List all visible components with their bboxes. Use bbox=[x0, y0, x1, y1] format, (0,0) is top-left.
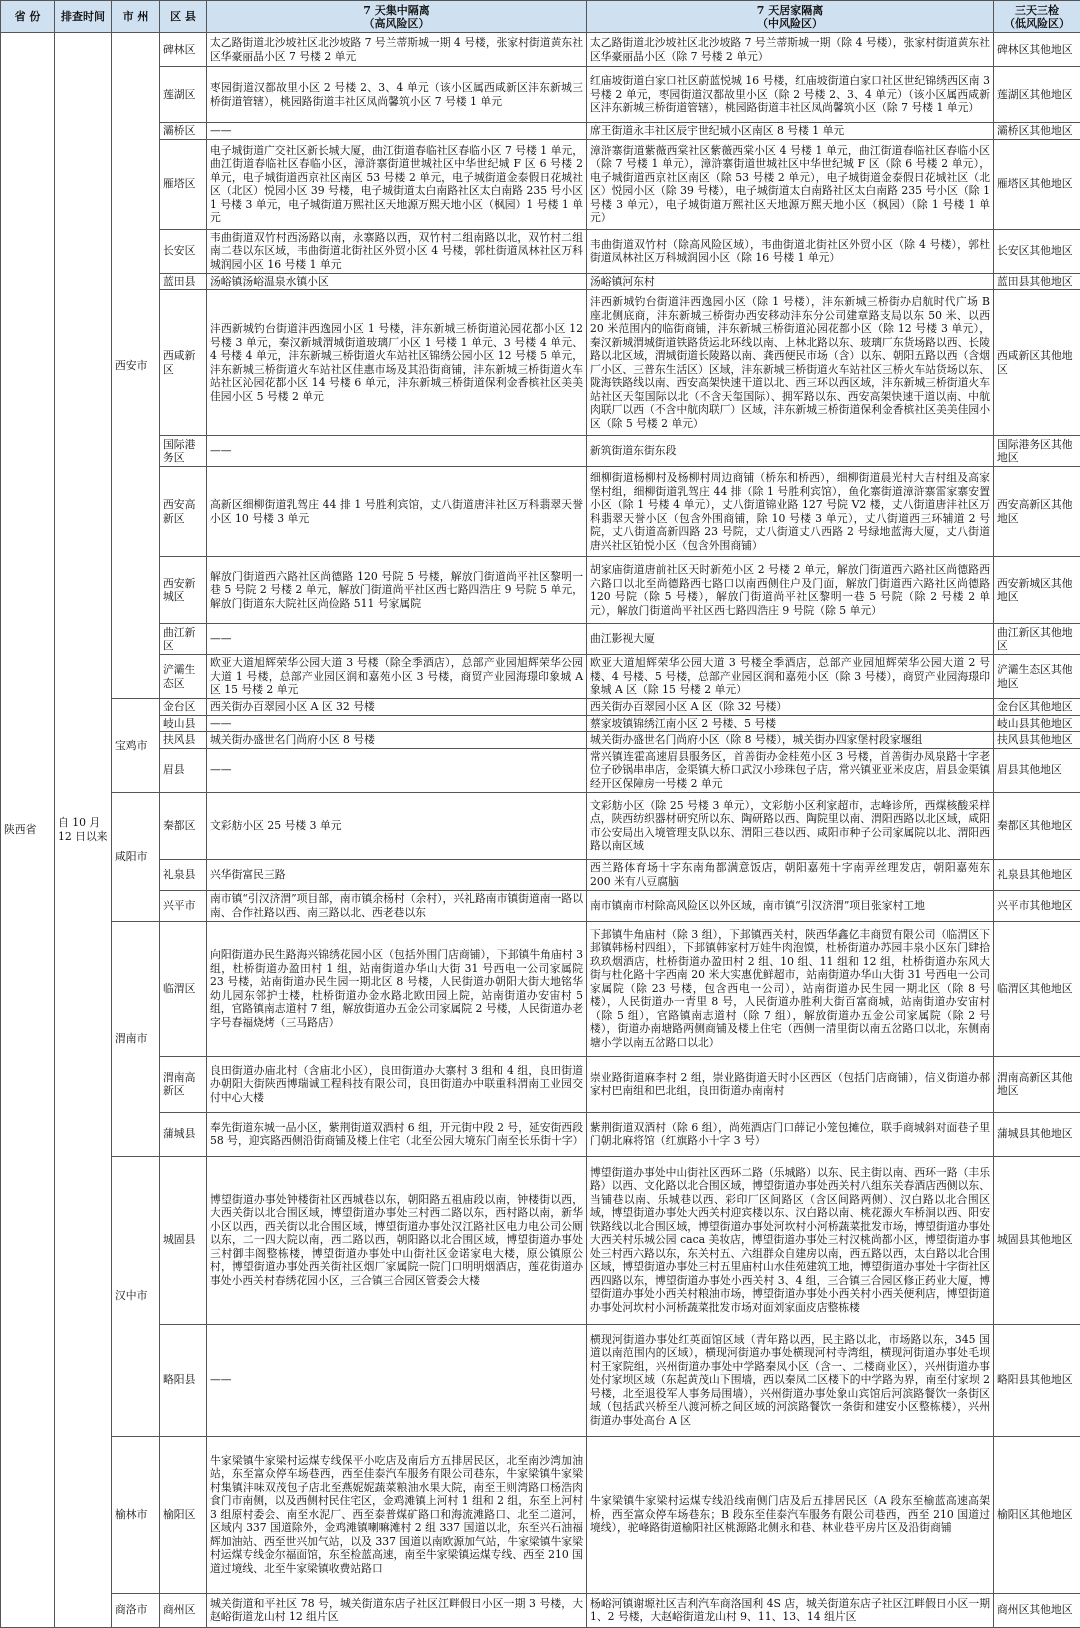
table-row bbox=[1, 139, 1080, 229]
table-row bbox=[1, 67, 1080, 123]
county-cell: 兴平市 bbox=[160, 890, 207, 921]
low-risk-cell: 岐山县其他地区 bbox=[994, 715, 1080, 732]
county-cell: 商州区 bbox=[160, 1593, 207, 1627]
header-mid-subtitle: （中风险区） bbox=[757, 17, 823, 30]
table-row bbox=[1, 748, 1080, 792]
mid-risk-cell: 漳浒寨街道紫薇西棠社区紫薇西棠小区 4 号楼 1 单元，曲江街道春临社区春临小区（除 7 号楼 1 单元），漳浒寨街道世城社区中华世纪城 F 区（除 6 号楼 2 单元），电子城街道西京社区南区（除 53 号楼 2 单元），电子城街道金泰假日花城社区（北区）悦园小区（除 39 号楼），电子城街道太白南路社区太白南路 235 号小区（除 1 号楼 3 单元），电子城街道万熙社区天地源万熙天地小区（枫园）（除 1 号楼 1 单元） bbox=[587, 139, 994, 229]
table-row bbox=[1, 1436, 1080, 1593]
low-risk-cell: 浐灞生态区其他地区 bbox=[994, 655, 1080, 699]
high-risk-cell: 沣西新城钓台街道沣西逸园小区 1 号楼，沣东新城三桥街道沁园花都小区 12 号楼 3 单元，秦汉新城渭城街道玻璃厂小区 1 号楼 1 单元、3 号楼 4 单元、4 号楼 4 单元，沣东新城三桥街道火车站社区锦绣公园小区 12 号楼 5 单元，沣东新城三桥街道火车站社区佳惠市场及其沿街商铺，沣东新城三桥街道火车站社区沁园花都小区 14 号楼 6 单元，沣东新城三桥街道保利金香槟社区美美佳园小区 5 号楼 2 单元 bbox=[207, 290, 587, 436]
low-risk-cell: 蒲城县其他地区 bbox=[994, 1112, 1080, 1156]
table-row bbox=[1, 467, 1080, 557]
table-header-row bbox=[1, 1, 1080, 33]
low-risk-cell: 渭南高新区其他地区 bbox=[994, 1056, 1080, 1112]
high-risk-cell: 牛家梁镇牛家梁村运煤专线保平小吃店及南后方五排居民区，北至南沙湾加油站，东至富众停车场巷西，西至佳泰汽车服务有限公司巷东，牛家梁镇牛家梁村集镇沣味双茂包子店北至燕妮妮蔬菜粮油水果大院，南至王则湾路口杨浩肉食门市南侧，以及西侧村民住宅区，金鸡滩镇上河村 1 组和 2 组，东至上河村 3 组原村委会、南至水泥厂、西至泰普煤矿路口和海流滩路口、北至二道河，区域内 337 国道除外，金鸡滩镇喇嘛滩村 2 组 337 国道以北，东至兴石油福辉加油站、西至世兴加气站，以及 337 国道以南欧源加气站，牛家梁镇牛家梁村运煤专线金尔福面馆，东至检蓝高速，南至牛家梁镇运煤专线、西至 210 国道过境线、北至牛家梁镇收费站路口 bbox=[207, 1436, 587, 1593]
table-row bbox=[1, 792, 1080, 859]
province-cell: 陕西省 bbox=[1, 33, 55, 1628]
mid-risk-cell: 胡家庙街道唐前社区天时新苑小区 2 号楼 2 单元，解放门街道西六路社区尚德路西六路口以北至尚德路西七路口以南西侧住户及门面，解放门街道西六路社区尚德路 120 号院（除 5 号楼），解放门街道尚平社区黎明一巷 5 号院（除 2 号楼 2 单元），解放门街道尚平社区西七路四浩庄 9 号院（除 5 单元） bbox=[587, 557, 994, 624]
low-risk-cell: 榆阳区其他地区 bbox=[994, 1436, 1080, 1593]
mid-risk-cell: 席王街道永丰社区辰宇世纪城小区南区 8 号楼 1 单元 bbox=[587, 123, 994, 140]
low-risk-cell: 秦都区其他地区 bbox=[994, 792, 1080, 859]
table-row bbox=[1, 699, 1080, 716]
low-risk-cell: 国际港务区其他地区 bbox=[994, 436, 1080, 467]
county-cell: 金台区 bbox=[160, 699, 207, 716]
city-cell: 商洛市 bbox=[112, 1593, 160, 1627]
mid-risk-cell: 新筑街道东街东段 bbox=[587, 436, 994, 467]
table-row bbox=[1, 655, 1080, 699]
low-risk-cell: 莲湖区其他地区 bbox=[994, 67, 1080, 123]
mid-risk-cell: 文彩舫小区（除 25 号楼 3 单元），文彩舫小区利家超市，志峰诊所，西煤核酸采样点，陕西纺织器材研究所以东、陶研路以西、陶院里以南、渭阳西路以北区域，咸阳市公安局出入境管理支队以东、渭阳三巷以西、咸阳市种子公司家属院以北、渭阳西路以南区域 bbox=[587, 792, 994, 859]
high-risk-cell: 西关街办百翠园小区 A 区 32 号楼 bbox=[207, 699, 587, 716]
county-cell: 岐山县 bbox=[160, 715, 207, 732]
table-row bbox=[1, 1156, 1080, 1324]
mid-risk-cell: 城关街办盛世名门尚府小区（除 8 号楼），城关街办四家堡村段家堰组 bbox=[587, 732, 994, 749]
table-row bbox=[1, 123, 1080, 140]
high-risk-cell: 欧亚大道旭辉荣华公园大道 3 号楼（除全季酒店），总部产业园旭辉荣华公园大道 1 号楼，总部产业园区润和嘉苑小区 3 号楼，商贸产业园海璟印象城 A 区 15 号楼 2 单元 bbox=[207, 655, 587, 699]
high-risk-cell: 太乙路街道北沙坡社区北沙坡路 7 号兰蒂斯城一期 4 号楼，张家村街道黄东社区华豪丽晶小区 7 号楼 2 单元 bbox=[207, 33, 587, 67]
low-risk-cell: 眉县其他地区 bbox=[994, 748, 1080, 792]
table-row bbox=[1, 290, 1080, 436]
county-cell: 蒲城县 bbox=[160, 1112, 207, 1156]
table-row bbox=[1, 890, 1080, 921]
high-risk-cell: 枣园街道汉都故里小区 2 号楼 2、3、4 单元（该小区属西咸新区沣东新城三桥街道管辖），桃园路街道丰社区凤尚馨筑小区 7 号楼 1 单元 bbox=[207, 67, 587, 123]
city-cell: 咸阳市 bbox=[112, 792, 160, 921]
high-risk-cell: 良田街道办庙北村（含庙北小区），良田街道办大寨村 3 组和 4 组，良田街道办朝阳大街陕西博瑞诚工程科技有限公司，良田街道办中联重科渭南工业园交付中心大楼 bbox=[207, 1056, 587, 1112]
county-cell: 秦都区 bbox=[160, 792, 207, 859]
high-risk-cell: —— bbox=[207, 624, 587, 655]
header-mid-risk bbox=[587, 1, 994, 33]
mid-risk-cell: 细柳街道杨柳村及杨柳村周边商铺（桥东和桥西），细柳街道晨光村大吉村组及高家堡村组，细柳街道乳驾庄 44 排（除 1 号胜利宾馆），鱼化寨街道漳浒寨雷家寨安置小区（除 1 号楼 4 单元），丈八街道锦业路 127 号院 V2 楼，丈八街道唐沣社区万科翡翠天誉小区（包含外围商铺，除 10 号楼 3 单元），丈八街道西三环辅道 2 号院，丈八街道高新四路 23 号院，丈八街道丈八西路 2 号绿地蓝海大厦，丈八街道唐兴社区铂悦小区（包含外围商铺） bbox=[587, 467, 994, 557]
high-risk-cell: 奉先街道东城一品小区，紫荆街道双酒村 6 组，开元街中段 2 号，延安街西段 58 号，迎宾路西侧沿街商铺及楼上住宅（北至公园大境东门南至长乐街十字） bbox=[207, 1112, 587, 1156]
mid-risk-cell: 南市镇南市村除高风险区以外区域，南市镇“引汉济渭”项目张家村工地 bbox=[587, 890, 994, 921]
city-cell: 宝鸡市 bbox=[112, 699, 160, 793]
low-risk-cell: 长安区其他地区 bbox=[994, 229, 1080, 273]
table-body bbox=[1, 33, 1080, 1628]
table-row bbox=[1, 229, 1080, 273]
county-cell: 长安区 bbox=[160, 229, 207, 273]
county-cell: 莲湖区 bbox=[160, 67, 207, 123]
high-risk-cell: 城关街道和平社区 78 号，城关街道东店子社区江畔假日小区一期 3 号楼，大赵峪街道龙山村 12 组片区 bbox=[207, 1593, 587, 1627]
table-row bbox=[1, 1593, 1080, 1627]
table-row bbox=[1, 624, 1080, 655]
table-row bbox=[1, 1112, 1080, 1156]
header-high-title: 7 天集中隔离 bbox=[363, 4, 429, 17]
table-row bbox=[1, 273, 1080, 290]
high-risk-cell: —— bbox=[207, 436, 587, 467]
county-cell: 西咸新区 bbox=[160, 290, 207, 436]
table-row bbox=[1, 921, 1080, 1056]
high-risk-cell: —— bbox=[207, 1324, 587, 1436]
county-cell: 国际港务区 bbox=[160, 436, 207, 467]
mid-risk-cell: 西关街办百翠园小区 A 区（除 32 号楼） bbox=[587, 699, 994, 716]
low-risk-cell: 西安新城区其他地区 bbox=[994, 557, 1080, 624]
mid-risk-cell: 韦曲街道双竹村（除高风险区域），韦曲街道北街社区外贸小区（除 4 号楼），郭杜街道凤林社区万科城润园小区（除 16 号楼 1 单元） bbox=[587, 229, 994, 273]
county-cell: 浐灞生态区 bbox=[160, 655, 207, 699]
high-risk-cell: 解放门街道西六路社区尚德路 120 号院 5 号楼，解放门街道尚平社区黎明一巷 5 号院 2 号楼 2 单元，解放门街道尚平社区西七路四浩庄 9 号院 5 单元，解放门街道东大院社区尚俭路 511 号家属院 bbox=[207, 557, 587, 624]
mid-risk-cell: 博望街道办事处中山街社区西环二路（乐城路）以东、民主街以南、西环一路（丰乐路）以西、文化路以北合围区域，博望街道办事处西关村八组东关春酒店西侧以东、当铺巷以南、乐城巷以西、彩印厂区间路区（含区间路两侧）、汉白路以北合围区域，博望街道办事处大西关村迎宾楼以东、汉白路以南、桃花源火车桥洞以西、阳安铁路线以北合围区域，博望街道办事处河坎村小河桥蔬菜批发市场，博望街道办事处大西关村乐城公园 caca 美妆店，博望街道办事处三村汉桃尚都小区，博望街道办事处三村西六路以东，东关村五、六组群众自建房以南，西五路以西，太白路以北合围区域，博望街道办事处三村五里庙村山水佳苑建筑工地，博望街道办事处十字街社区西四路以东，博望街道办事处小西关村 3、4 组，三合镇三合园区修正药业大厦，博望街道办事处小西关村粮油市场，博望街道办事处小西关村小西关便利店，博望街道办事处河坎村小河桥蔬菜批发市场对面刘家面皮店整栋楼 bbox=[587, 1156, 994, 1324]
high-risk-cell: —— bbox=[207, 715, 587, 732]
header-city: 市 州 bbox=[112, 1, 160, 33]
header-low-risk bbox=[994, 1, 1080, 33]
mid-risk-cell: 太乙路街道北沙坡社区北沙坡路 7 号兰蒂斯城一期（除 4 号楼），张家村街道黄东社区华豪丽晶小区（除 7 号楼 2 单元） bbox=[587, 33, 994, 67]
table-row bbox=[1, 33, 1080, 67]
high-risk-cell: 电子城街道广交社区新长城大厦，曲江街道春临社区春临小区 7 号楼 1 单元，曲江街道春临社区春临小区，漳浒寨街道世城社区中华世纪城 F 区 6 号楼 2 单元，电子城街道西京社区南区 53 号楼 2 单元，电子城街道金泰假日花城社区（北区）悦园小区 39 号楼，电子城街道太白南路社区太白南路 235 号小区 1 号楼 3 单元，电子城街道万熙社区天地源万熙天地小区（枫园）1 号楼 1 单元 bbox=[207, 139, 587, 229]
county-cell: 眉县 bbox=[160, 748, 207, 792]
low-risk-cell: 碑林区其他地区 bbox=[994, 33, 1080, 67]
mid-risk-cell: 横现河街道办事处红英面馆区域（青年路以西，民主路以北，市场路以东，345 国道以南范围内的区域），横现河街道办事处横现河村寺湾组，横现河街道办事处毛坝村王家院组，兴州街道办事处中学路秦凤小区（含一、二楼商业区），兴州街道办事处付家坝区域（东起黄茂山下围墙，西以秦凤二区楼下的中学路为界，南至付家坝 2 号楼，北至退役军人事务局围墙），兴州街道办事处象山宾馆后河滨路餐饮一条街区域（包括武兴桥至八渡河桥之间区域的河滨路餐饮一条街和建安小区整栋楼），兴州街道办事处高台 A 区 bbox=[587, 1324, 994, 1436]
mid-risk-cell: 紫荆街道双酒村（除 6 组），尚苑酒店门口薛记小笼包摊位，联手商城斜对面巷子里门朝北麻将馆（红旗路小十字 3 号） bbox=[587, 1112, 994, 1156]
county-cell: 西安高新区 bbox=[160, 467, 207, 557]
table-row bbox=[1, 1324, 1080, 1436]
mid-risk-cell: 常兴镇连霍高速眉县服务区，首善街办金桂苑小区 3 号楼，首善街办凤泉路十字老位子砂锅串串店，金渠镇大桥口武汉小珍珠包子店，常兴镇亚亚米皮店，眉县金渠镇经开区保障房一号楼 2 单元 bbox=[587, 748, 994, 792]
time-cell: 自 10 月 12 日以来 bbox=[55, 33, 112, 1628]
low-risk-cell: 扶风县其他地区 bbox=[994, 732, 1080, 749]
mid-risk-cell: 曲江影视大厦 bbox=[587, 624, 994, 655]
city-cell: 榆林市 bbox=[112, 1436, 160, 1593]
mid-risk-cell: 欧亚大道旭辉荣华公园大道 3 号楼全季酒店，总部产业园旭辉荣华公园大道 2 号楼、4 号楼、5 号楼，总部产业园区润和嘉苑小区（除 3 号楼），商贸产业园海璟印象城 A 区（除 15 号楼 2 单元） bbox=[587, 655, 994, 699]
header-time: 排查时间 bbox=[55, 1, 112, 33]
city-cell: 渭南市 bbox=[112, 921, 160, 1156]
county-cell: 灞桥区 bbox=[160, 123, 207, 140]
high-risk-cell: 博望街道办事处钟楼街社区西城巷以东，朝阳路五祖庙段以南，钟楼街以西，大西关街以北合围区域，博望街道办事处三村西二路以东，西村路以南，新华小区以西，西关街以北合围区域，博望街道办事处汉江路社区电力电公司公厕以东，二一四大院以南，西二路以西，朝阳路以北合围区域，博望街道办事处三村御丰阁整栋楼，博望街道办事处中山街社区金诺家电大楼，原公镇原公村，博望街道办事处西关街社区烟厂家属院一院门口明明烟酒店，莲花街道办事处小西关村春绣花园小区，三合镇三合园区管委会大楼 bbox=[207, 1156, 587, 1324]
header-low-subtitle: （低风险区） bbox=[1004, 17, 1070, 30]
high-risk-cell: —— bbox=[207, 748, 587, 792]
mid-risk-cell: 崇业路街道麻李村 2 组，崇业路街道天时小区西区（包括门店商铺），信义街道办郝家村巴南组和巴北组，良田街道办南南村 bbox=[587, 1056, 994, 1112]
low-risk-cell: 金台区其他地区 bbox=[994, 699, 1080, 716]
county-cell: 扶风县 bbox=[160, 732, 207, 749]
low-risk-cell: 礼泉县其他地区 bbox=[994, 859, 1080, 890]
county-cell: 渭南高新区 bbox=[160, 1056, 207, 1112]
low-risk-cell: 灞桥区其他地区 bbox=[994, 123, 1080, 140]
mid-risk-cell: 沣西新城钓台街道沣西逸园小区（除 1 号楼），沣东新城三桥街办启航时代广场 B 座北侧底商，沣东新城三桥街办西安移动沣东分公司建章路支局以东 50 米、以西 20 米范围内的临街商铺，沣东新城三桥街道沁园花都小区（除 12 号楼 3 单元），秦汉新城渭城街道铁路货运北环线以南、上林北路以东、玻璃厂东货场路以西、长陵路以北区域，渭城街道长陵路以南、龚西便民市场（含）以东、朝阳五路以西（含烟厂小区、三普东生活区）区域，沣东新城三桥街道火车站社区三桥火车站货场以东、陇海铁路线以南、西安高架快速干道以北、西三环以西区域，沣东新城三桥街道火车站社区天玺国际以北（不含天玺国际）、拥军路以东、西安高架快速干道以南、中航肉联厂以西（不含中航肉联厂）区域，沣东新城三桥街道保利金香槟社区美美佳园小区（除 5 号楼 2 单元） bbox=[587, 290, 994, 436]
mid-risk-cell: 下邽镇牛角庙村（除 3 组），下邽镇西关村，陕西华鑫亿丰商贸有限公司（临渭区下邽镇韩杨村四组），下邽镇韩家村万娃牛肉泡馍，杜桥街道办苏园丰泉小区东门肆拾玖玖烟酒店，杜桥街道办盈田村 2 组、10 组、11 组和 12 组，杜桥街道办东风大街与杜化路十字西南 20 米大实惠优鲜超市，站南街道办华山大街 31 号西电一公司家属院（除 23 号楼，包含西电一公司），站南街道办民生园一期北区（除 8 号楼），人民街道办一青里 8 号，人民街道办胜利大街百富商城，站南街道办安宙村（除 5 组），官路镇南志道村（除 7 组），解放街道办五金公司家属院（除 2 号楼），街道办南塘路两侧商铺及楼上住宅（西侧一清里街以南五岔路口以北，东侧南塘小学以南五岔路口以北） bbox=[587, 921, 994, 1056]
low-risk-cell: 西安高新区其他地区 bbox=[994, 467, 1080, 557]
table-row bbox=[1, 557, 1080, 624]
county-cell: 城固县 bbox=[160, 1156, 207, 1324]
header-county: 区 县 bbox=[160, 1, 207, 33]
low-risk-cell: 蓝田县其他地区 bbox=[994, 273, 1080, 290]
county-cell: 碑林区 bbox=[160, 33, 207, 67]
high-risk-cell: 向阳街道办民生路海兴锦绣花园小区（包括外围门店商铺），下邽镇牛角庙村 3 组，杜桥街道办盈田村 1 组，站南街道办华山大街 31 号西电一公司家属院 23 号楼，站南街道办民生园一期北区 8 号楼，人民街道办朝阳大街大地铭华幼儿园东邻护士楼，杜桥街道办金水路北欧田园上院，站南街道办安宙村 5 组，官路镇南志道村 7 组，解放街道办五金公司家属院 2 号楼，人民街道办老字号春福烧烤（三马路店） bbox=[207, 921, 587, 1056]
header-province: 省 份 bbox=[1, 1, 55, 33]
county-cell: 礼泉县 bbox=[160, 859, 207, 890]
county-cell: 略阳县 bbox=[160, 1324, 207, 1436]
low-risk-cell: 西咸新区其他地区 bbox=[994, 290, 1080, 436]
mid-risk-cell: 蔡家坡镇锦绣江南小区 2 号楼、5 号楼 bbox=[587, 715, 994, 732]
low-risk-cell: 曲江新区其他地区 bbox=[994, 624, 1080, 655]
high-risk-cell: 文彩舫小区 25 号楼 3 单元 bbox=[207, 792, 587, 859]
county-cell: 榆阳区 bbox=[160, 1436, 207, 1593]
header-high-risk bbox=[207, 1, 587, 33]
mid-risk-cell: 红庙坡街道白家口社区蔚蓝悦城 16 号楼，红庙坡街道白家口社区世纪锦绣西区南 3 号楼 2 单元，枣园街道汉都故里小区（除 2 号楼 2、3、4 单元）（该小区属西咸新区沣东新城三桥街道管辖），桃园路街道丰社区凤尚馨筑小区（除 7 号楼 1 单元） bbox=[587, 67, 994, 123]
city-cell: 西安市 bbox=[112, 33, 160, 699]
low-risk-cell: 临渭区其他地区 bbox=[994, 921, 1080, 1056]
county-cell: 雁塔区 bbox=[160, 139, 207, 229]
table-row bbox=[1, 436, 1080, 467]
mid-risk-cell: 牛家梁镇牛家梁村运煤专线沿线南侧门店及后五排居民区（A 段东至榆蓝高速高架桥，西至富众停车场巷东；B 段东至佳泰汽车服务有限公司巷西，西至 210 国道过境线），驼峰路街道榆阳社区桃源路北侧永和巷、林业巷平房片区及沿街商铺 bbox=[587, 1436, 994, 1593]
mid-risk-cell: 杨峪河镇谢塬社区吉利汽车商洛国利 4S 店，城关街道东店子社区江畔假日小区一期 1、2 号楼，大赵峪街道龙山村 9、11、13、14 组片区 bbox=[587, 1593, 994, 1627]
header-low-title: 三天三检 bbox=[1015, 4, 1059, 17]
header-high-subtitle: （高风险区） bbox=[364, 17, 430, 30]
low-risk-cell: 城固县其他地区 bbox=[994, 1156, 1080, 1324]
county-cell: 临渭区 bbox=[160, 921, 207, 1056]
high-risk-cell: —— bbox=[207, 123, 587, 140]
county-cell: 蓝田县 bbox=[160, 273, 207, 290]
table-row bbox=[1, 732, 1080, 749]
mid-risk-cell: 汤峪镇河东村 bbox=[587, 273, 994, 290]
high-risk-cell: 南市镇“引汉济渭”项目部，南市镇余杨村（余村），兴礼路南市镇街道南一路以南、合作社路以西、南三路以北、西老巷以东 bbox=[207, 890, 587, 921]
mid-risk-cell: 西兰路体育场十字东南角都满意饭店，朝阳嘉苑十字南弄丝理发店，朝阳嘉苑东 200 米有八豆腐脑 bbox=[587, 859, 994, 890]
low-risk-cell: 雁塔区其他地区 bbox=[994, 139, 1080, 229]
county-cell: 曲江新区 bbox=[160, 624, 207, 655]
high-risk-cell: 兴华街富民三路 bbox=[207, 859, 587, 890]
header-mid-title: 7 天居家隔离 bbox=[757, 4, 823, 17]
low-risk-cell: 商州区其他地区 bbox=[994, 1593, 1080, 1627]
table-row bbox=[1, 1056, 1080, 1112]
table-row bbox=[1, 859, 1080, 890]
table-row bbox=[1, 715, 1080, 732]
low-risk-cell: 略阳县其他地区 bbox=[994, 1324, 1080, 1436]
high-risk-cell: 汤峪镇汤峪温泉水镇小区 bbox=[207, 273, 587, 290]
county-cell: 西安新城区 bbox=[160, 557, 207, 624]
high-risk-cell: 城关街办盛世名门尚府小区 8 号楼 bbox=[207, 732, 587, 749]
high-risk-cell: 韦曲街道双竹村西汤路以南，永寨路以西，双竹村二组南路以北，双竹村二组南二巷以东区域，韦曲街道北街社区外贸小区 4 号楼，郭杜街道凤林社区万科城润园小区 16 号楼 1 单元 bbox=[207, 229, 587, 273]
high-risk-cell: 高新区细柳街道乳驾庄 44 排 1 号胜利宾馆，丈八街道唐沣社区万科翡翠天誉小区 10 号楼 3 单元 bbox=[207, 467, 587, 557]
city-cell: 汉中市 bbox=[112, 1156, 160, 1436]
low-risk-cell: 兴平市其他地区 bbox=[994, 890, 1080, 921]
